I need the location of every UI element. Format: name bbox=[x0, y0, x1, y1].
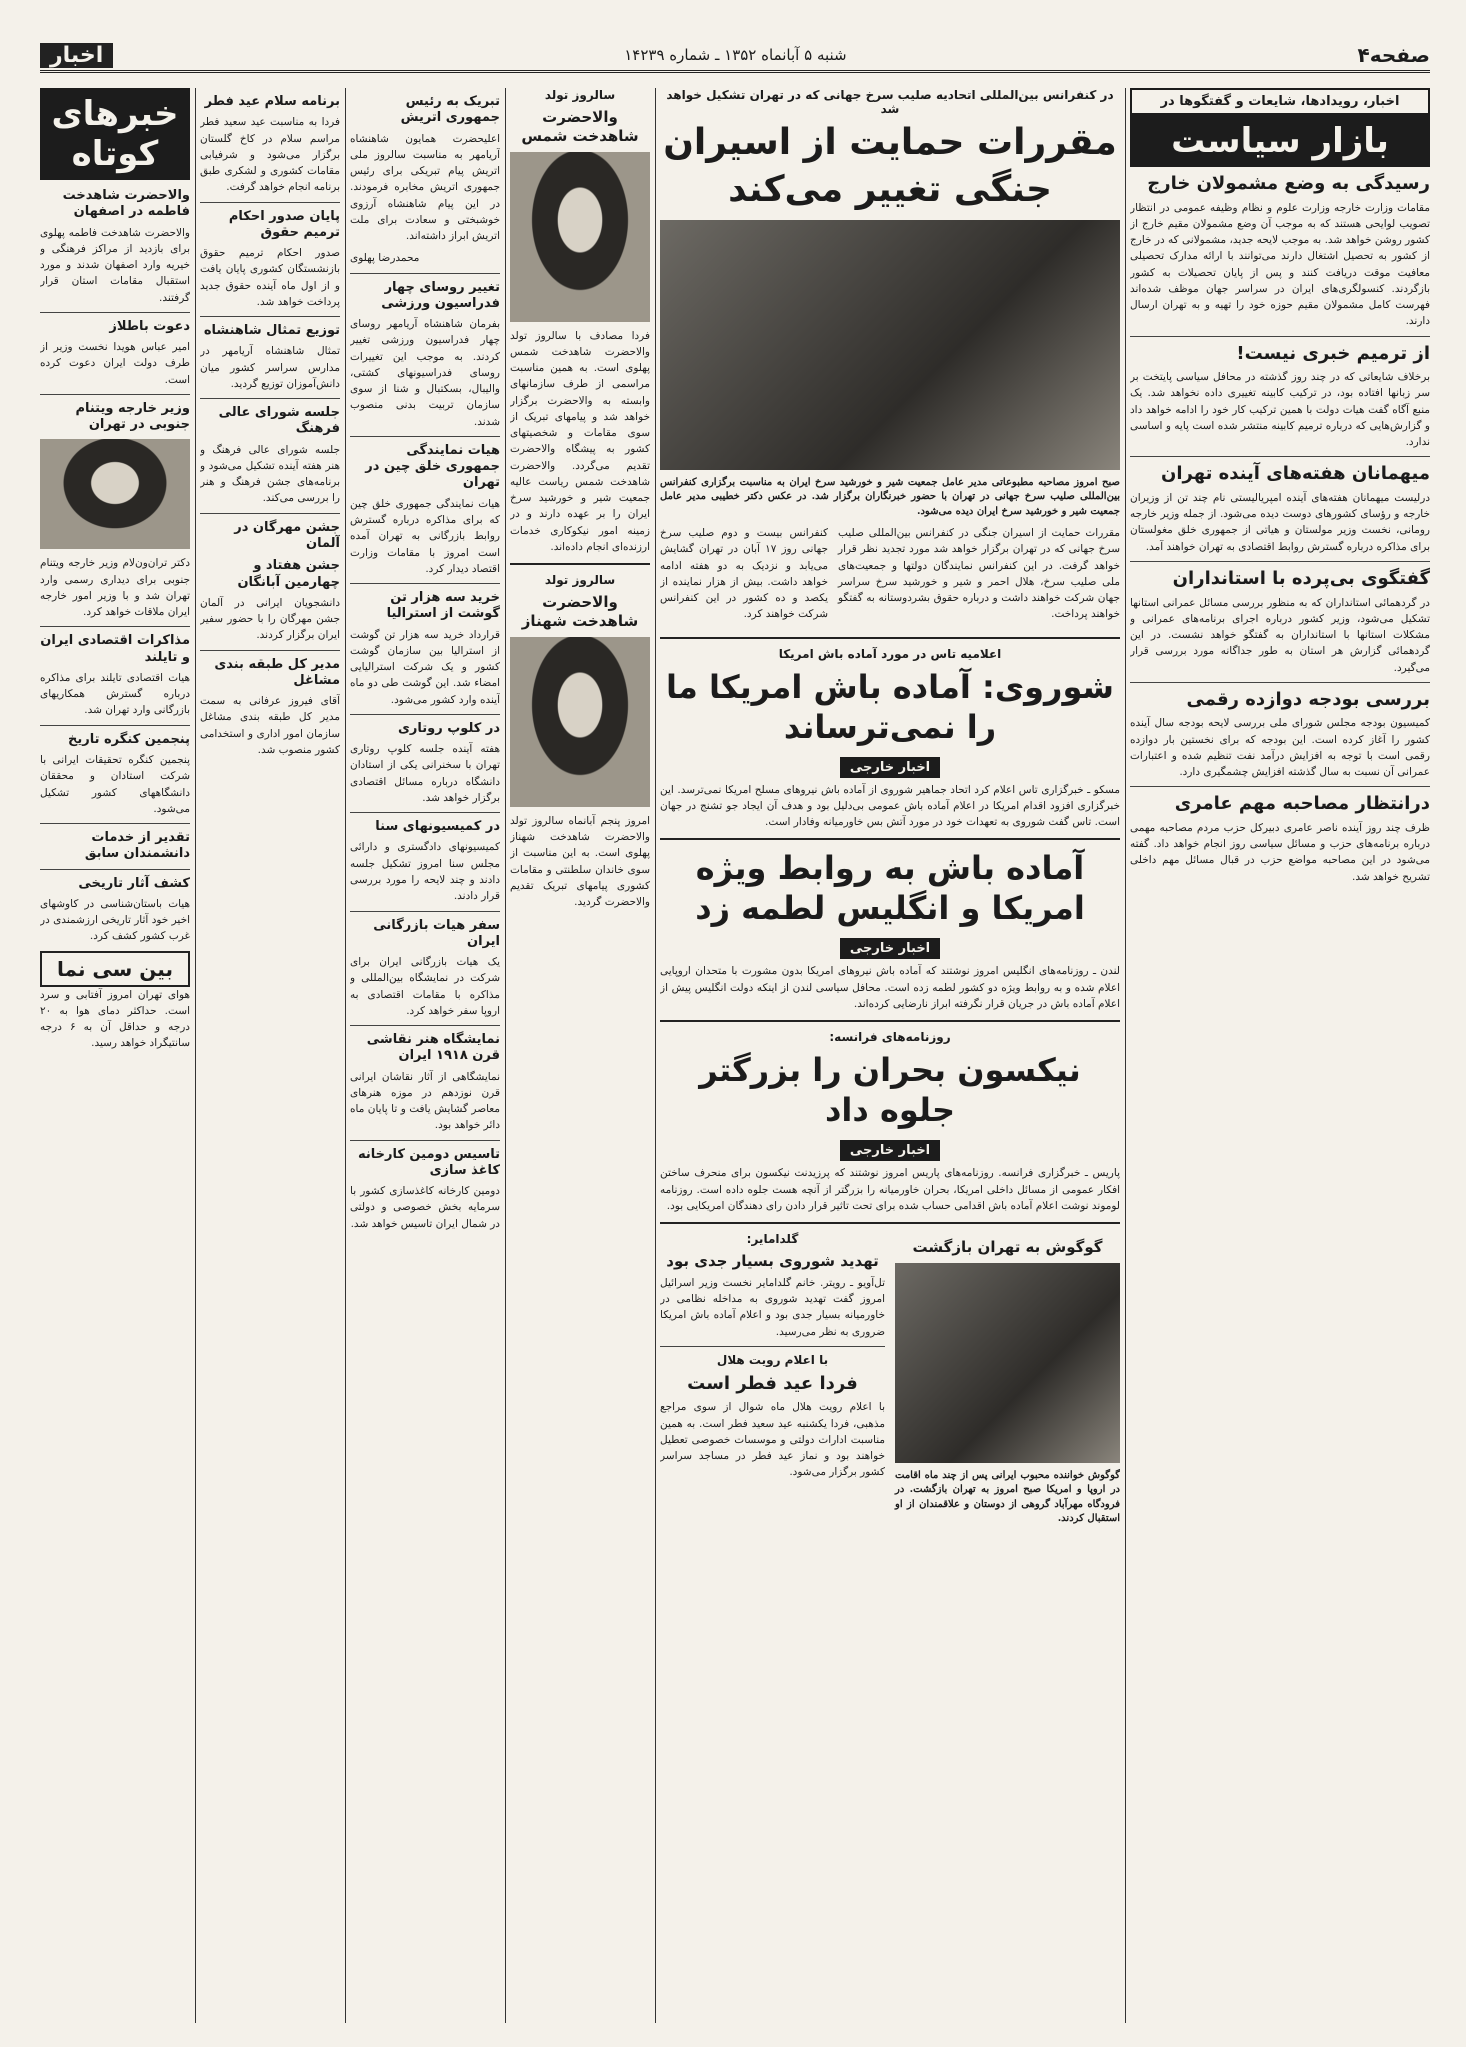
article-headline: وزیر خارجه ویتنام جنوبی در تهران bbox=[75, 400, 190, 433]
article-headline: جشن هفتاد و چهارمین آبانگان bbox=[237, 558, 340, 590]
article-body: ظرف چند روز آینده ناصر عامری دبیرکل حزب مردم مصاحبه مهمی درباره برنامه‌های حزب و مسائل سیاسی روز انجام خواهد داد. گفته می‌شود در این مصاحبه مواضع حزب در قبال مسائل مهم داخلی تشریح خواهد شد. bbox=[1130, 821, 1430, 883]
article-body: صدور احکام ترمیم حقوق بازنشستگان کشوری پایان یافت و از اول ماه آینده حقوق جدید پرداخت خواهد شد. bbox=[200, 247, 340, 308]
article-headline: درانتظار مصاحبه مهم عامری bbox=[1174, 793, 1430, 815]
article-headline: برنامه سلام عید فطر bbox=[204, 94, 340, 109]
article-body: برخلاف شایعاتی که در چند روز گذشته در محافل سیاسی پایتخت بر سر زبانها افتاده بود، در ترکیب کابینه تغییری داده نخواهد شد. یک منبع آگاه گفت هیات دولت با همین ترکیب کار خود را ادامه خواهد داد و گزارش‌هایی که درباره ترمیم کابینه منتشر شده است پایه و اساسی ندارد. bbox=[1130, 371, 1430, 449]
article-headline: رسیدگی به وضع مشمولان خارج bbox=[1147, 173, 1430, 194]
article-body: هوای تهران امروز آفتابی و سرد است. حداکثر دمای هوا به ۲۰ درجه و حداقل آن به ۶ درجه سانتیگراد خواهد رسید. bbox=[40, 988, 190, 1050]
section-tag: اخبار خارجی bbox=[840, 757, 940, 778]
article-headline: پایان صدور احکام ترمیم حقوق bbox=[228, 208, 340, 240]
article-headline: در کلوپ روتاری bbox=[397, 720, 500, 736]
article-headline: مدیر کل طبقه بندی مشاغل bbox=[214, 656, 340, 688]
article-body: یک هیات بازرگانی ایران برای شرکت در نمایشگاه بین‌المللی و مذاکره با مقامات اقتصادی به اروپا سفر خواهد کرد. bbox=[350, 956, 500, 1017]
article-body: پنجمین کنگره تحقیقات ایرانی با شرکت استادان و محققان دانشگاههای کشور تشکیل می‌شود. bbox=[40, 753, 190, 815]
article-body: پاریس ـ خبرگزاری فرانسه. روزنامه‌های پاریس امروز نوشتند که پرزیدنت نیکسون برای منحرف ساختن افکار عمومی از مسائل داخلی امریکا، بحران خاورمیانه را بزرگتر از آنچه هست جلوه داده است. روزنامه لوموند نوشت اعلام آماده باش اقدامی حساب شده برای تحت تاثیر قرار دادن رای دهندگان امریکایی بود. bbox=[660, 1167, 1120, 1212]
column-divider bbox=[1125, 88, 1126, 2023]
article-body: هفته آینده جلسه کلوپ روتاری تهران با سخنرانی یکی از استادان دانشگاه درباره مسائل اقتصادی برگزار خواهد شد. bbox=[350, 743, 500, 804]
article-headline: توزیع تمثال شاهنشاه bbox=[203, 323, 340, 339]
article-headline: سفر هیات بازرگانی ایران bbox=[373, 917, 500, 949]
article-headline: در کمیسیونهای سنا bbox=[375, 819, 500, 835]
article-body: کنفرانس بیست و دوم صلیب سرخ جهانی روز ۱۷ آبان در تهران گشایش می‌یابد و نزدیک به دو هفته ادامه خواهد داشت. بیش از هزار نماینده از یکصد و ده کشور در این کنفرانس شرکت خواهند کرد. bbox=[660, 527, 829, 621]
article-body: آقای فیروز عرفانی به سمت مدیر کل طبقه بندی مشاغل سازمان امور اداری و استخدامی کشور منصوب شد. bbox=[200, 695, 340, 756]
article-kicker: روزنامه‌های فرانسه: bbox=[829, 1030, 951, 1045]
column-news-5 bbox=[200, 88, 340, 764]
article-body: هیات نمایندگی جمهوری خلق چین که برای مذاکره درباره گسترش روابط بازرگانی به تهران آمده است امروز با مقامات وزارت اقتصاد دیدار کرد. bbox=[350, 497, 500, 575]
column-divider bbox=[655, 88, 656, 2023]
article-headline: والاحضرت شاهدخت شمس bbox=[521, 108, 639, 145]
article-headline: خرید سه هزار تن گوشت از استرالیا bbox=[386, 590, 500, 622]
signature: محمدرضا پهلوی bbox=[350, 252, 420, 265]
article-headline: فردا عید فطر است bbox=[687, 1372, 858, 1394]
article-kicker: سالروز تولد bbox=[544, 573, 616, 588]
newspaper-name: اخبار bbox=[40, 43, 113, 68]
article-body: کمیسیونهای دادگستری و دارائی مجلس سنا امروز تشکیل جلسه دادند و چند لایحه را مورد بررسی قرار دادند. bbox=[350, 841, 500, 903]
article-headline: کشف آثار تاریخی bbox=[78, 875, 190, 891]
article-headline: تهدید شوروی بسیار جدی بود bbox=[666, 1252, 879, 1271]
article-body: امیر عباس هویدا نخست وزیر از طرف دولت ایران دعوت کرده است. bbox=[40, 341, 190, 386]
portrait-photo bbox=[510, 152, 650, 322]
article-headline: دعوت باطلاز bbox=[109, 318, 190, 334]
masthead bbox=[40, 40, 1430, 73]
article-headline: بررسی بودجه دوازده رقمی bbox=[1186, 688, 1430, 710]
column-politics bbox=[1130, 88, 1430, 891]
column-divider bbox=[345, 88, 346, 2023]
page-number: صفحه۴ bbox=[1357, 43, 1430, 67]
article-body: هیات اقتصادی تایلند برای مذاکره درباره گسترش همکاریهای بازرگانی وارد تهران شد. bbox=[40, 671, 190, 717]
column-short-news bbox=[40, 88, 190, 1058]
article-headline: تاسیس دومین کارخانه کاغذ سازی bbox=[357, 1146, 500, 1178]
article-body: مقررات حمایت از اسیران جنگی در کنفرانس بین‌المللی صلیب سرخ جهانی که در تهران برگزار خواهد شد مورد تجدید نظر قرار خواهد گرفت. در این کنفرانس نمایندگان دولتها و جمعیت‌های ملی صلیب سرخ، هلال احمر و شیر و خورشید سرخ سراسر جهان شرکت خواهند داشت و درباره حقوق بشردوستانه به گفتگو خواهند پرداخت. bbox=[838, 527, 1120, 621]
article-body: درلیست میهمانان هفته‌های آینده امپریالیستی نام چند تن از وزیران خارجه و رؤسای کشورهای دوست دیده می‌شود. از جمله وزیر خارجه رومانی، نخست وزیر مولستان و هیاتی از جمهوری خلق مغولستان برای مذاکره درباره گسترش روابط اقتصادی به تهران خواهند آمد. bbox=[1130, 491, 1430, 553]
article-body: دومین کارخانه کاغذسازی کشور با سرمایه بخش خصوصی و دولتی در شمال ایران تاسیس خواهد شد. bbox=[350, 1185, 500, 1230]
article-headline: پنجمین کنگره تاریخ bbox=[67, 731, 190, 747]
column-divider bbox=[505, 88, 506, 2023]
article-body: والاحضرت شاهدخت فاطمه پهلوی برای بازدید از مراکز فرهنگی و خیریه وارد اصفهان شدند و مورد استقبال مقامات استان قرار گرفتند. bbox=[40, 226, 190, 304]
article-body: جلسه شورای عالی فرهنگ و هنر هفته آینده تشکیل می‌شود و برنامه‌های جشن فرهنگ و هنر را بررسی می‌کند. bbox=[200, 443, 340, 505]
column-main-news bbox=[660, 88, 1120, 1533]
issue-date: شنبه ۵ آبانماه ۱۳۵۲ ـ شماره ۱۴۲۳۹ bbox=[624, 46, 847, 64]
article-body: تمثال شاهنشاه آریامهر در مدارس سراسر کشور میان دانش‌آموزان توزیع گردید. bbox=[200, 345, 340, 390]
googoosh-photo bbox=[895, 1263, 1120, 1463]
bazar-kicker: اخبار، رویدادها، شایعات و گفتگوها در bbox=[1130, 88, 1430, 115]
article-body: بفرمان شاهنشاه آریامهر روسای چهار فدراسیون ورزشی تغییر کردند. به موجب این تغییرات روسای فدراسیونهای کشتی، والیبال، بسکتبال و شنا از سوی سازمان تربیت بدنی منصوب شدند. bbox=[350, 318, 500, 428]
article-headline: نمایشگاه هنر نقاشی قرن ۱۹۱۸ ایران bbox=[366, 1032, 500, 1064]
article-headline: جلسه شورای‌ عالی فرهنگ bbox=[218, 405, 340, 437]
article-headline: مذاکرات اقتصادی ایران و تایلند bbox=[40, 633, 190, 665]
column-divider bbox=[195, 88, 196, 2023]
cinema-logo: بین سی نما bbox=[40, 951, 190, 987]
article-body: امروز پنجم آبانماه سالروز تولد والاحضرت شاهدخت شهناز پهلوی است. به این مناسبت از سوی خاندان سلطنتی و مقامات کشوری پیامهای تبریک تقدیم والاحضرت گردید. bbox=[510, 814, 650, 909]
article-headline: نیکسون بحران را بزرگتر جلوه داد bbox=[699, 1051, 1081, 1130]
bazar-title: بازار سیاست bbox=[1130, 115, 1430, 167]
article-headline: گفتگوی بی‌پرده با استانداران bbox=[1172, 568, 1430, 590]
article-headline: شوروی: آماده باش امریکا ما را نمی‌ترساند bbox=[666, 667, 1114, 746]
article-body: تل‌آویو ـ رویتر. خانم گلدامایر نخست وزیر اسرائیل امروز گفت تهدید شوروی به مداخله نظامی در خاورمیانه بسیار جدی بود و اعلام آماده باش امریکا ضروری به نظر می‌رسید. bbox=[660, 1276, 885, 1338]
photo-caption: صبح امروز مصاحبه مطبوعاتی مدیر عامل جمعیت شیر و خورشید سرخ ایران به مناسبت برگزاری کنفرانس بین‌المللی صلیب سرخ جهانی در تهران با حضور خبرنگاران برگزار شد. در عکس دکتر خطیبی مدیر عامل جمعیت شیر و خورشید سرخ ایران دیده می‌شود. bbox=[660, 476, 1120, 517]
newspaper-page bbox=[40, 40, 1430, 2030]
article-kicker: گلدامایر: bbox=[746, 1232, 799, 1247]
article-kicker: اعلامیه تاس در مورد آماده باش امریکا bbox=[778, 646, 1002, 661]
article-headline: جشن مهرگان در آلمان bbox=[234, 519, 340, 551]
article-headline: والاحضرت شاهدخت شهناز bbox=[521, 593, 639, 630]
section-tag: اخبار خارجی bbox=[840, 938, 940, 959]
article-kicker: در کنفرانس بین‌المللی اتحادیه صلیب سرخ جهانی که در تهران تشکیل خواهد شد bbox=[666, 88, 1114, 116]
article-body: با اعلام رویت هلال ماه شوال از سوی مراجع مذهبی، فردا یکشنبه عید سعید فطر است. به همین مناسبت ادارات دولتی و موسسات خصوصی تعطیل خواهند بود و نماز عید فطر در مساجد سراسر کشور برگزار می‌شود. bbox=[660, 1401, 885, 1479]
article-body: هیات باستان‌شناسی در کاوشهای اخیر خود آثار تاریخی ارزشمندی در غرب کشور کشف کرد. bbox=[40, 897, 190, 943]
article-body: مسکو ـ خبرگزاری تاس اعلام کرد اتحاد جماهیر شوروی از آماده باش نیروهای مسلح امریکا نمی‌ترسد. این خبرگزاری افزود اقدام امریکا در اعلام آماده باش عمومی بی‌دلیل بود و هدف آن ایجاد جو تشنج در جهان است. تاس گفت شوروی به تعهدات خود در مورد آتش بس خاورمیانه وفادار است. bbox=[660, 783, 1120, 829]
article-headline: والاحضرت شاهدخت فاطمه در اصفهان bbox=[62, 188, 190, 220]
article-kicker: با اعلام رویت هلال bbox=[716, 1352, 829, 1367]
article-headline: میهمانان هفته‌های آینده تهران bbox=[1161, 463, 1430, 485]
article-body: لندن ـ روزنامه‌های انگلیس امروز نوشتند که آماده باش نیروهای امریکا بدون مشورت با متحدان اروپایی اعلام شده و به روابط ویژه دو کشور لطمه زده است. محافل سیاسی لندن از اینکه دولت انگلیس پیش از اعلام آماده باش در جریان قرار نگرفته ابراز نارضایی کرده‌اند. bbox=[660, 965, 1120, 1011]
article-body: اعلیحضرت همایون شاهنشاه آریامهر به مناسبت سالروز ملی اتریش پیام تبریکی برای رئیس جمهوری اتریش مخابره فرمودند. در این پیام شاهنشاه آرزوی خوشبختی و سعادت برای ملت اتریش ابراز داشته‌اند. bbox=[350, 132, 500, 243]
article-body: نمایشگاهی از آثار نقاشان ایرانی قرن نوزدهم در موزه هنرهای معاصر گشایش یافت و تا پایان ماه دائر خواهد بود. bbox=[350, 1070, 500, 1132]
article-headline: آماده باش به روابط ویژه امریکا و انگلیس لطمه زد bbox=[695, 849, 1085, 928]
portrait-photo bbox=[40, 439, 190, 549]
article-body: دانشجویان ایرانی در آلمان جشن مهرگان را با حضور سفیر ایران برگزار کردند. bbox=[200, 596, 340, 642]
portrait-photo bbox=[510, 637, 650, 807]
article-body: فردا به مناسبت عید سعید فطر مراسم سلام در کاخ گلستان برگزار می‌شود و شرفیابی مقامات کشوری و لشکری طبق برنامه انجام خواهد گرفت. bbox=[200, 116, 340, 194]
article-headline: از ترمیم خبری نیست! bbox=[1236, 342, 1430, 364]
section-tag: اخبار خارجی bbox=[840, 1140, 940, 1161]
article-body: در گردهمائی استانداران که به منظور بررسی مسائل عمرانی استانها تشکیل می‌شود، وزیر کشور درباره اجرای برنامه‌های عمرانی و مشکلات استانها با استانداران به گفتگو خواهد نشست. در این گردهمائی گزارش هر استان به طور جداگانه مورد بررسی قرار می‌گیرد. bbox=[1130, 596, 1430, 674]
press-conference-photo bbox=[660, 220, 1120, 470]
article-body: مقامات وزارت خارجه وزارت علوم و نظام وظیفه عمومی در انتظار تصویب لوایحی هستند که به موجب آن وضع مشمولان مقیم خارج از کشور روشن خواهد شد. به موجب لایحه جدید، مشمولانی که در خارج از کشور به تحصیل اشتغال دارند می‌توانند با ارائه مدارک تحصیلی معافیت موقت دریافت کنند و پس از پایان تحصیلات به کشور بازگردند. کنسولگری‌های ایران در سراسر جهان موظف شده‌اند فهرست کامل مشمولان مقیم حوزه خود را تهیه و به تهران ارسال دارند. bbox=[1130, 201, 1430, 328]
photo-caption: گوگوش خواننده محبوب ایرانی پس از چند ماه اقامت در اروپا و امریکا صبح امروز به تهران بازگشت. در فرودگاه مهرآباد گروهی از دوستان و علاقمندان از او استقبال کردند. bbox=[895, 1469, 1120, 1525]
article-body: قرارداد خرید سه هزار تن گوشت از استرالیا بین سازمان گوشت کشور و یک شرکت استرالیایی امضاء شد. این گوشت طی دو ماه آینده وارد کشور می‌شود. bbox=[350, 628, 500, 706]
article-body: کمیسیون بودجه مجلس شورای ملی بررسی لایحه بودجه سال آینده کشور را آغاز کرده است. این بودجه که برای نخستین بار دوازده رقمی است با توجه به افزایش درآمد نفت تنظیم شده و اعتبارات عمرانی آن نسبت به سال گذشته افزایش چشمگیری دارد. bbox=[1130, 717, 1430, 779]
article-body: دکتر تران‌ون‌لام وزیر خارجه ویتنام جنوبی برای دیداری رسمی وارد تهران شد و با وزیر امور خارجه ایران ملاقات خواهد کرد. bbox=[40, 557, 190, 619]
article-headline: گوگوش به تهران بازگشت bbox=[912, 1238, 1103, 1257]
article-headline: هیات نمایندگی جمهوری خلق چین در تهران bbox=[365, 442, 500, 491]
article-headline: تبریک به رئیس جمهوری اتریش bbox=[400, 94, 500, 126]
short-news-banner: خبرهای کوتاه bbox=[40, 88, 190, 180]
column-news-4 bbox=[350, 88, 500, 1238]
column-royal bbox=[510, 88, 650, 916]
article-body: فردا مصادف با سالروز تولد والاحضرت شاهدخت شمس پهلوی است. به همین مناسبت مراسمی از طرف سازمانهای وابسته به والاحضرت برگزار خواهد شد و پیامهای تبریک از سوی مقامات و شخصیتهای کشور به پیشگاه والاحضرت تقدیم می‌گردد. والاحضرت شاهدخت شمس ریاست عالیه جمعیت شیر و خورشید سرخ ایران را بر عهده دارند و در زمینه امور نیکوکاری خدمات ارزنده‌ای انجام داده‌اند. bbox=[510, 329, 650, 553]
lead-headline: مقررات حمایت از اسیران جنگی تغییر می‌کند bbox=[663, 122, 1117, 210]
article-kicker: سالروز تولد bbox=[544, 88, 616, 102]
article-headline: تقدیر از خدمات دانشمندان سابق bbox=[84, 830, 190, 862]
article-headline: تغییر روسای چهار فدراسیون ورزشی bbox=[381, 279, 500, 311]
